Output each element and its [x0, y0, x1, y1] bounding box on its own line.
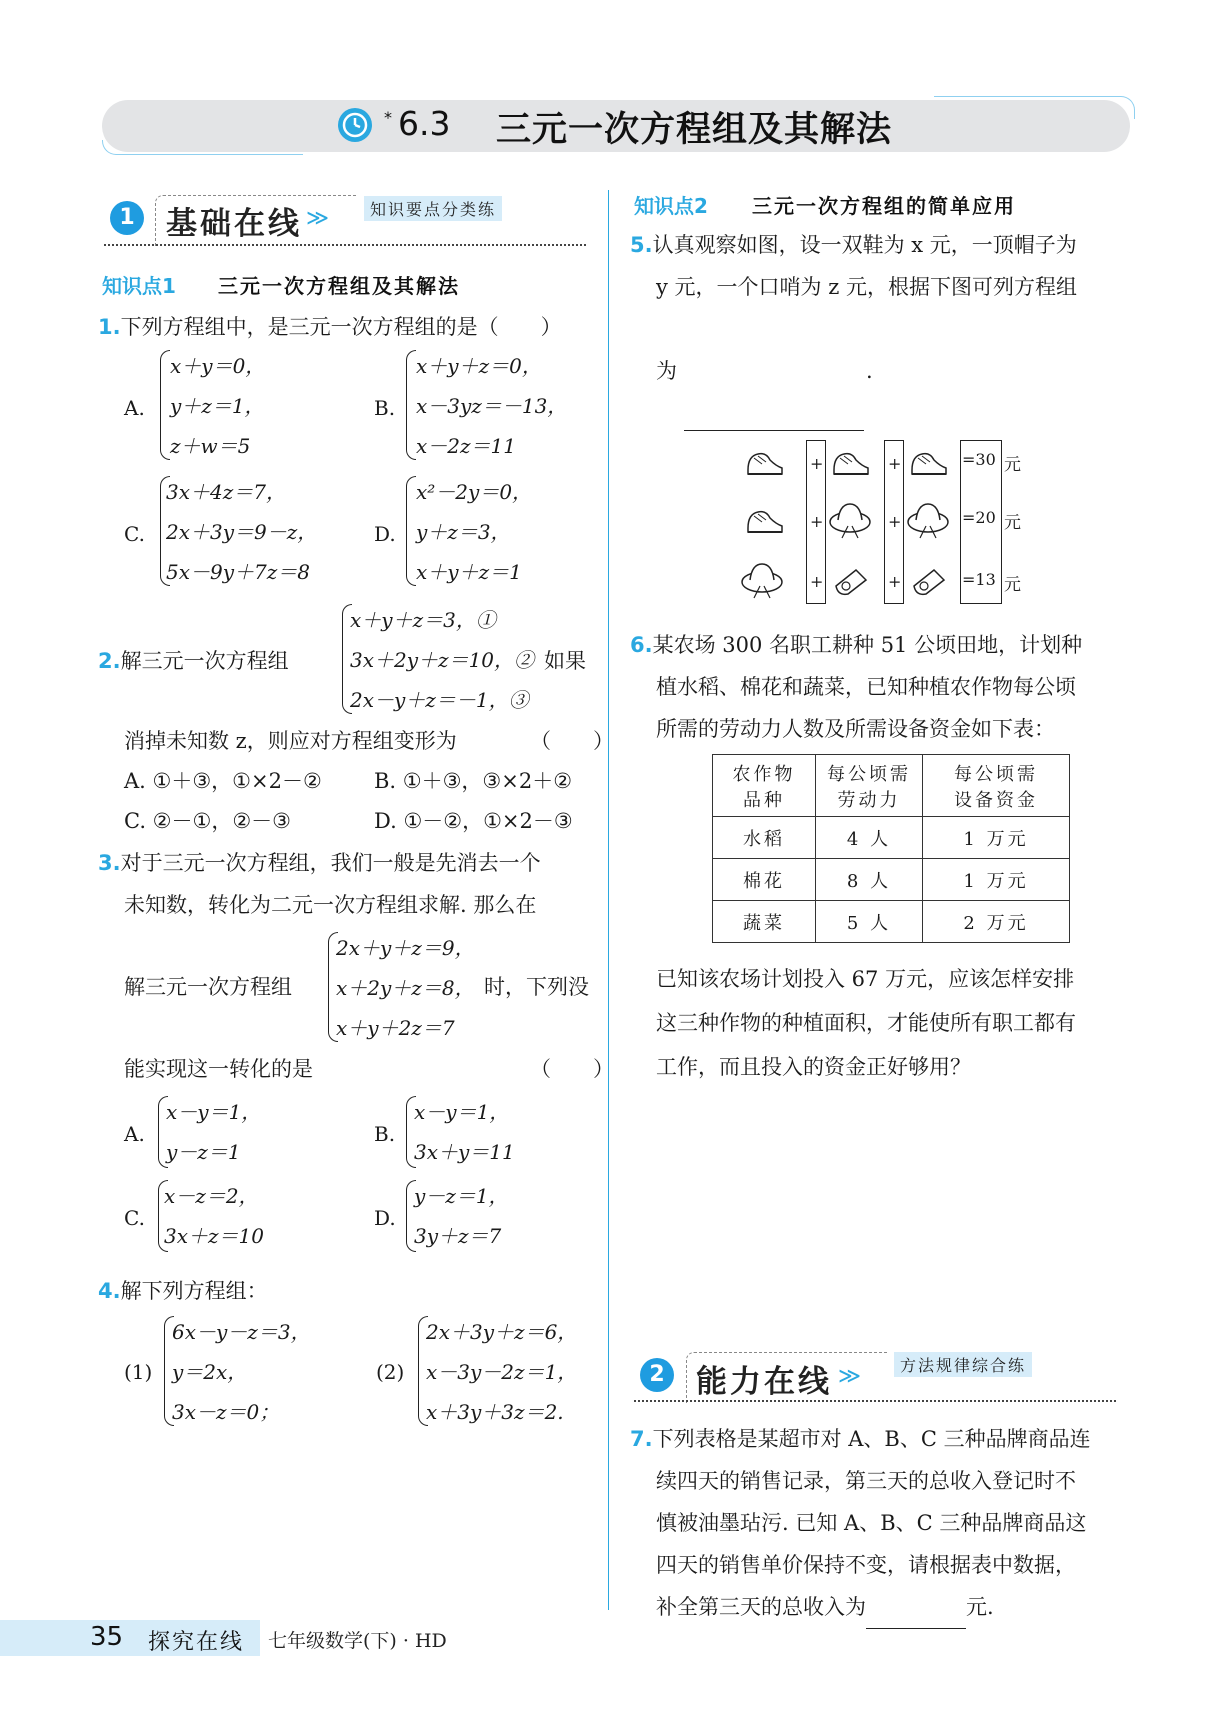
section-number: * 6.3 — [384, 104, 451, 143]
question-1 — [98, 306, 598, 348]
section-subtitle: 方法规律综合练 — [894, 1352, 1032, 1377]
clock-icon — [338, 108, 372, 142]
table-row: 水稻 4 人 1 万元 — [713, 817, 1070, 859]
question-number: 1. — [98, 315, 121, 339]
page-title: 三元一次方程组及其解法 — [496, 110, 893, 150]
option-label: C. — [124, 522, 145, 546]
footer-brand: 探究在线 — [148, 1630, 245, 1655]
option-d: D. ①－②，①×2－③ — [374, 809, 573, 833]
option-label: A. — [124, 396, 145, 420]
dotted-divider — [104, 244, 586, 246]
question-4: 4.解下列方程组： — [98, 1279, 268, 1303]
option-label: B. — [374, 396, 396, 420]
table-header: 农作物 品种 — [713, 755, 816, 817]
table-header: 每公顷需 设备资金 — [923, 755, 1070, 817]
answer-blank[interactable] — [684, 430, 864, 431]
dotted-divider — [634, 1400, 1116, 1402]
question-3: 3.对于三元一次方程组，我们一般是先消去一个 — [98, 851, 541, 875]
chevron-icon: ≫ — [838, 1364, 862, 1389]
hat-icon — [906, 500, 948, 538]
question-5: 5.认真观察如图，设一双鞋为 x 元，一顶帽子为 — [630, 233, 1077, 257]
section-subtitle: 知识要点分类练 — [364, 196, 502, 221]
question-2: 2.解三元一次方程组 — [98, 649, 289, 673]
table-row: 棉花 8 人 1 万元 — [713, 859, 1070, 901]
hat-icon — [828, 500, 870, 538]
table-header: 每公顷需 劳动力 — [816, 755, 923, 817]
section-badge: 1 — [110, 201, 144, 235]
answer-blank[interactable] — [866, 1586, 966, 1629]
shoe-icon — [744, 502, 786, 540]
section-title: 能力在线 — [696, 1364, 832, 1400]
column-divider — [608, 190, 609, 1610]
knowledge-point-title: 三元一次方程组及其解法 — [218, 274, 460, 298]
chevron-icon: ≫ — [306, 206, 330, 231]
section-title: 基础在线 — [166, 206, 302, 242]
question-7-answer-line: 补全第三天的总收入为 元. — [656, 1586, 994, 1629]
table-row: 蔬菜 5 人 2 万元 — [713, 901, 1070, 943]
option-c: C. ②－①，②－③ — [124, 809, 291, 833]
title-decoration — [102, 140, 303, 155]
item-price-figure: + + =30 元 + + =20 元 + + =13 元 — [744, 440, 1034, 608]
crop-table — [712, 754, 1070, 943]
option-a: A. ①＋③，①×2－② — [124, 769, 322, 793]
footer-book-title: 七年级数学(下) · HD — [268, 1630, 447, 1652]
shoe-icon — [830, 444, 872, 482]
question-text: 下列方程组中，是三元一次方程组的是（ ） — [120, 315, 562, 339]
section-badge: 2 — [640, 1358, 674, 1392]
whistle-icon — [908, 562, 950, 600]
shoe-icon — [908, 444, 950, 482]
hat-icon — [740, 560, 782, 598]
knowledge-point-title: 三元一次方程组的简单应用 — [752, 194, 1016, 218]
question-6: 6.某农场 300 名职工耕种 51 公顷田地，计划种 — [630, 633, 1083, 657]
knowledge-point-label: 知识点1 — [102, 274, 176, 298]
whistle-icon — [830, 562, 872, 600]
shoe-icon — [744, 444, 786, 482]
option-label: D. — [374, 522, 396, 546]
question-7: 7.下列表格是某超市对 A、B、C 三种品牌商品连 — [630, 1427, 1091, 1451]
page-number: 35 — [90, 1622, 124, 1652]
option-b: B. ①＋③，③×2＋② — [374, 769, 573, 793]
knowledge-point-label: 知识点2 — [634, 194, 708, 218]
